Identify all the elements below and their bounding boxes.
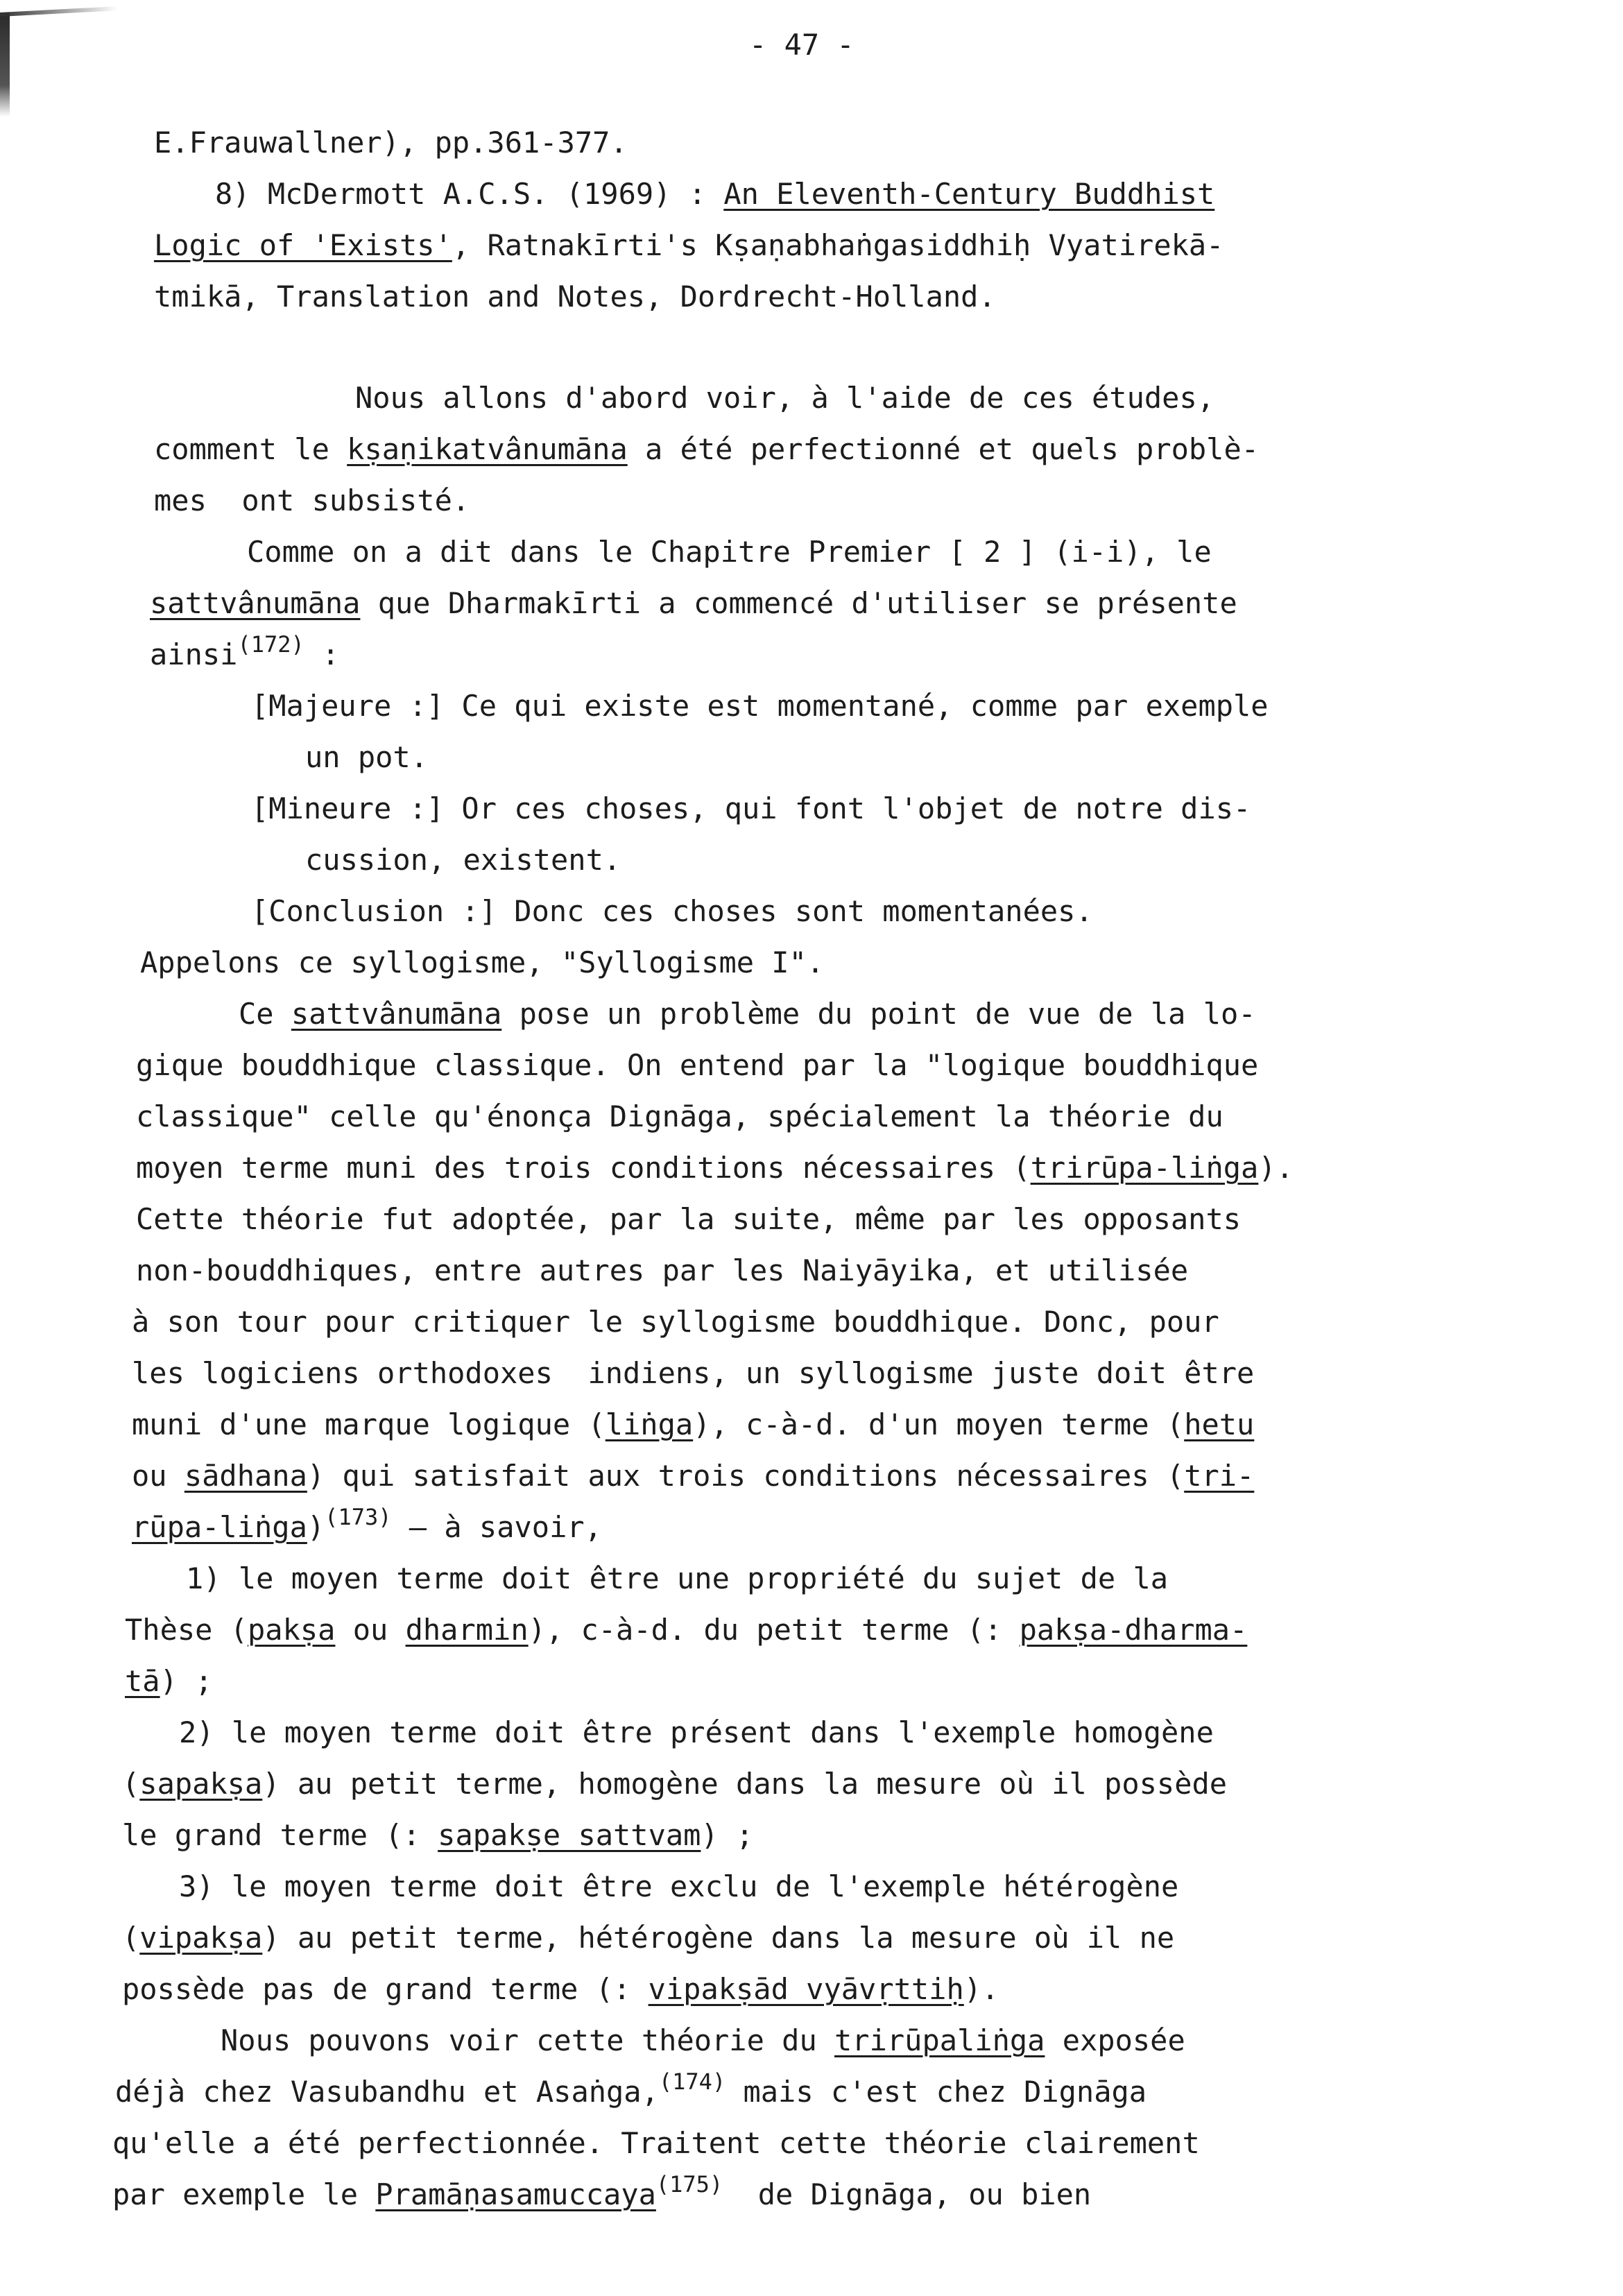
underlined-term: dharmin <box>405 1613 529 1647</box>
footnote-ref: (173) <box>325 1504 392 1530</box>
text-segment: ( <box>122 1767 140 1801</box>
text-line <box>150 585 1237 622</box>
text-line <box>132 1355 1254 1391</box>
text-line <box>154 125 628 161</box>
text-segment: — à savoir, <box>391 1510 602 1544</box>
text-segment: les logiciens orthodoxes indiens, un syllogisme juste doit être <box>132 1356 1255 1390</box>
text-line <box>136 1150 1294 1186</box>
text-segment: cussion, existent. <box>305 843 621 877</box>
text-segment: qu'elle a été perfectionnée. Traitent cette théorie clairement <box>112 2126 1200 2160</box>
text-segment: mes ont subsisté. <box>154 483 470 517</box>
scan-edge-streak <box>0 6 118 17</box>
text-segment: exposée <box>1045 2023 1185 2057</box>
underlined-term: Pramāṇasamuccaya <box>375 2177 656 2211</box>
text-line <box>112 2171 1092 2213</box>
text-segment: muni d'une marque logique ( <box>132 1407 606 1441</box>
underlined-term: sattvânumāna <box>291 997 502 1031</box>
underlined-term: sādhana <box>184 1459 307 1493</box>
text-segment: par exemple le <box>112 2177 376 2211</box>
text-segment: [Majeure :] Ce qui existe est momentané, comme par exemple <box>251 689 1269 723</box>
text-line <box>136 1047 1258 1083</box>
text-line <box>132 1504 602 1545</box>
text-line <box>179 1869 1178 1905</box>
text-line <box>154 228 1223 264</box>
text-segment: ) <box>307 1510 325 1544</box>
underlined-term: trirūpa-liṅga <box>1030 1151 1259 1185</box>
text-segment: ou <box>335 1613 406 1647</box>
text-segment: de Dignāga, ou bien <box>723 2177 1092 2211</box>
underlined-term: trirūpaliṅga <box>834 2023 1045 2057</box>
text-segment: comment le <box>154 432 347 466</box>
text-line <box>122 1920 1174 1956</box>
text-segment: , Ratnakīrti's Kṣaṇabhaṅgasiddhiḥ Vyatirekā- <box>452 228 1224 262</box>
text-segment: possède pas de grand terme (: <box>122 1972 649 2006</box>
text-line <box>247 534 1212 570</box>
text-segment: non-bouddhiques, entre autres par les Naiyāyika, et utilisée <box>136 1253 1189 1287</box>
text-segment: classique" celle qu'énonça Dignāga, spécialement la théorie du <box>136 1099 1223 1133</box>
text-segment: le grand terme (: <box>122 1818 438 1852</box>
text-segment: Appelons ce syllogisme, "Syllogisme I". <box>140 945 825 979</box>
text-line <box>154 483 470 519</box>
text-line <box>305 739 428 776</box>
text-line <box>251 688 1269 724</box>
underlined-term: vipakṣa <box>139 1921 263 1955</box>
text-segment: 8) McDermott A.C.S. (1969) : <box>215 177 724 211</box>
text-segment: [Conclusion :] Donc ces choses sont momentanées. <box>251 894 1093 928</box>
text-segment: tmikā, Translation and Notes, Dordrecht-Holland. <box>154 280 996 314</box>
underlined-term: kṣaṇikatvânumāna <box>347 432 628 466</box>
underlined-term: rūpa-liṅga <box>132 1510 307 1544</box>
text-segment: ), c-à-d. d'un moyen terme ( <box>693 1407 1185 1441</box>
text-line <box>154 431 1259 468</box>
text-segment: ) qui satisfait aux trois conditions nécessaires ( <box>307 1459 1185 1493</box>
text-line <box>154 279 996 315</box>
text-line <box>305 842 621 878</box>
text-line <box>132 1458 1254 1494</box>
text-line <box>125 1612 1247 1648</box>
underlined-term: hetu <box>1184 1407 1255 1441</box>
text-segment: que Dharmakīrti a commencé d'utiliser se présente <box>360 586 1237 620</box>
text-segment: ( <box>122 1921 140 1955</box>
text-segment: Thèse ( <box>125 1613 248 1647</box>
text-segment: ) ; <box>701 1818 754 1852</box>
underlined-term: tri- <box>1184 1459 1255 1493</box>
text-line <box>122 1971 999 2007</box>
text-line <box>186 1561 1168 1597</box>
underlined-term: pakṣa <box>248 1613 336 1647</box>
text-segment: 1) le moyen terme doit être une propriété du sujet de la <box>186 1561 1169 1595</box>
text-segment: ou <box>132 1459 184 1493</box>
text-segment: Cette théorie fut adoptée, par la suite, même par les opposants <box>136 1202 1242 1236</box>
text-line <box>125 1663 212 1699</box>
text-segment: ) ; <box>160 1664 213 1698</box>
footnote-ref: (174) <box>658 2068 726 2095</box>
text-segment: Nous pouvons voir cette théorie du <box>221 2023 835 2057</box>
text-segment: ). <box>963 1972 999 2006</box>
text-line <box>112 2125 1200 2161</box>
text-segment: pose un problème du point de vue de la lo- <box>501 997 1256 1031</box>
underlined-term: sapakṣa <box>139 1767 263 1801</box>
text-segment: ) au petit terme, hétérogène dans la mesure où il ne <box>262 1921 1175 1955</box>
text-line <box>239 996 1256 1032</box>
text-line <box>136 1099 1223 1135</box>
text-segment: moyen terme muni des trois conditions nécessaires ( <box>136 1151 1031 1185</box>
underlined-term: An Eleventh-Century Buddhist <box>723 177 1215 211</box>
text-segment: 2) le moyen terme doit être présent dans l'exemple homogène <box>179 1715 1214 1749</box>
text-segment: [Mineure :] Or ces choses, qui font l'objet de notre dis- <box>251 791 1251 825</box>
page-number: - 47 - <box>749 28 855 62</box>
scan-edge-mark <box>0 12 10 117</box>
text-segment: Nous allons d'abord voir, à l'aide de ces études, <box>355 381 1215 415</box>
text-segment: 3) le moyen terme doit être exclu de l'exemple hétérogène <box>179 1869 1179 1903</box>
underlined-term: Logic of 'Exists' <box>154 228 452 262</box>
text-line <box>140 945 824 981</box>
text-line <box>132 1407 1254 1443</box>
underlined-term: sattvânumāna <box>150 586 361 620</box>
text-line <box>132 1304 1219 1340</box>
text-segment: un pot. <box>305 740 429 774</box>
text-line <box>355 380 1214 416</box>
underlined-term: liṅga <box>605 1407 694 1441</box>
footnote-ref: (172) <box>237 631 304 658</box>
text-segment: : <box>304 637 340 671</box>
text-line <box>115 2068 1147 2110</box>
text-line <box>179 1715 1214 1751</box>
text-line <box>150 631 340 673</box>
text-segment: Ce <box>239 997 291 1031</box>
text-segment: a été perfectionné et quels problè- <box>627 432 1260 466</box>
text-segment: E.Frauwallner), pp.361-377. <box>154 126 628 160</box>
underlined-term: vipakṣād vyāvṛttiḥ <box>648 1972 964 2006</box>
text-segment: mais c'est chez Dignāga <box>725 2075 1147 2109</box>
text-segment: ainsi <box>150 637 238 671</box>
footnote-ref: (175) <box>655 2171 723 2198</box>
underlined-term: tā <box>125 1664 160 1698</box>
text-segment: Comme on a dit dans le Chapitre Premier [ 2 ] (i-i), le <box>247 535 1212 569</box>
text-line <box>122 1817 753 1853</box>
text-segment: déjà chez Vasubandhu et Asaṅga, <box>115 2075 659 2109</box>
underlined-term: pakṣa-dharma- <box>1019 1613 1248 1647</box>
text-line <box>215 176 1214 212</box>
text-segment: ). <box>1258 1151 1294 1185</box>
text-line <box>136 1201 1241 1237</box>
text-line <box>221 2023 1185 2059</box>
text-line <box>251 893 1093 929</box>
text-segment: à son tour pour critiquer le syllogisme bouddhique. Donc, pour <box>132 1305 1219 1339</box>
text-line <box>122 1766 1227 1802</box>
text-line <box>251 791 1251 827</box>
text-segment: gique bouddhique classique. On entend par la "logique bouddhique <box>136 1048 1259 1082</box>
underlined-term: sapakṣe sattvam <box>438 1818 701 1852</box>
text-segment: ) au petit terme, homogène dans la mesure où il possède <box>262 1767 1228 1801</box>
text-segment: ), c-à-d. du petit terme (: <box>528 1613 1020 1647</box>
text-line <box>136 1253 1188 1289</box>
